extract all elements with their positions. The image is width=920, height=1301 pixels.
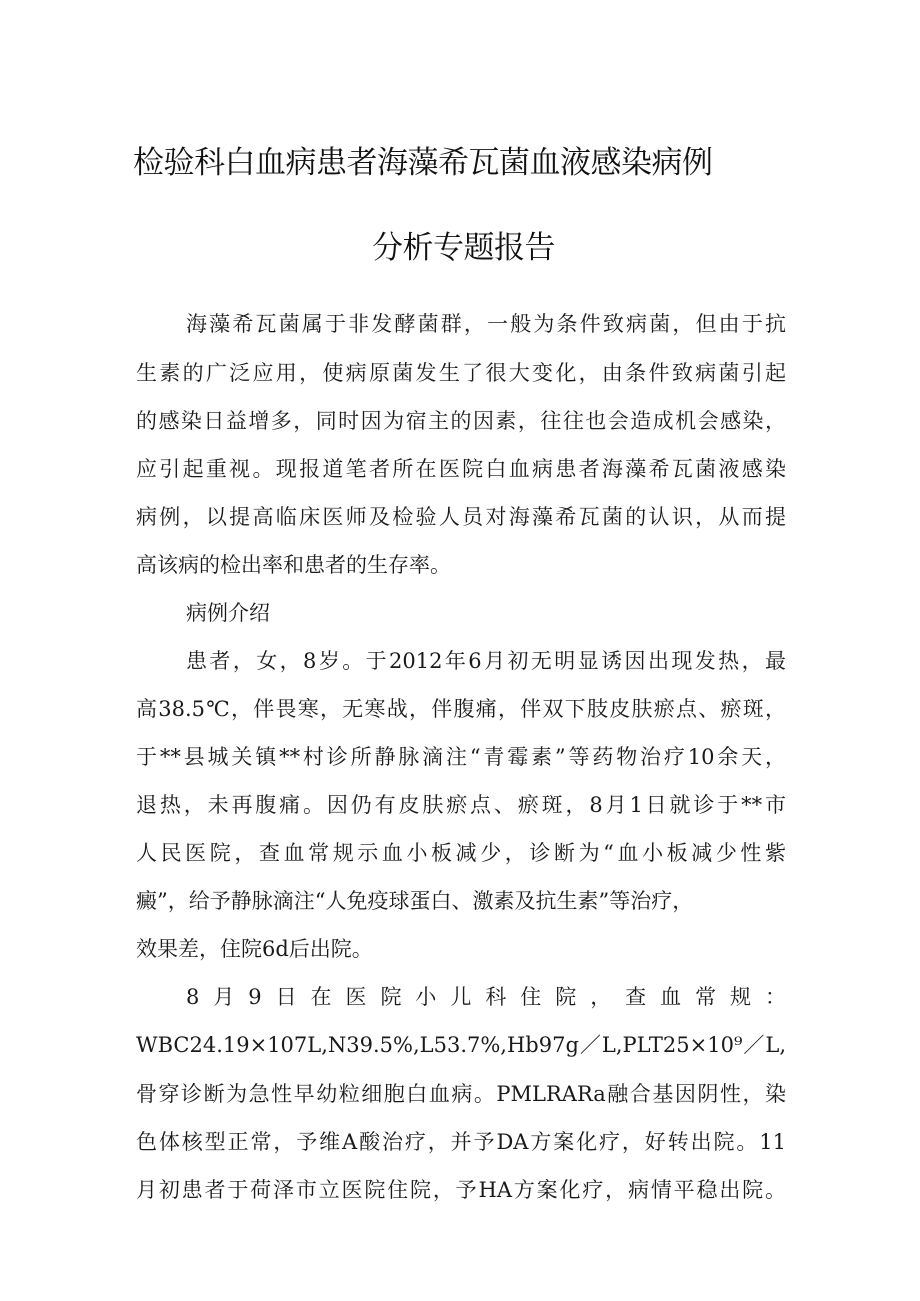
document-title-line-2: 分析专题报告 <box>372 230 555 266</box>
paragraph-2-line: 于**县城关镇**村诊所静脉滴注“青霉素”等药物治疗10余天， <box>136 745 786 769</box>
paragraph-2-line: 患者，女，8岁。于2012年6月初无明显诱因出现发热，最 <box>186 649 786 673</box>
paragraph-2-line: 高38.5℃，伴畏寒，无寒战，伴腹痛，伴双下肢皮肤瘀点、瘀斑， <box>136 697 786 721</box>
paragraph-3-line: 骨穿诊断为急性早幼粒细胞白血病。PMLRARa融合基因阴性，染 <box>136 1082 786 1106</box>
section-heading: 病例介绍 <box>186 601 270 625</box>
paragraph-2-line: 效果差，住院6d后出院。 <box>136 937 373 961</box>
paragraph-1-line: 海藻希瓦菌属于非发酵菌群，一般为条件致病菌，但由于抗 <box>186 312 786 336</box>
paragraph-1-line: 高该病的检出率和患者的生存率。 <box>136 553 451 577</box>
paragraph-1-line: 病例，以提高临床医师及检验人员对海藻希瓦菌的认识，从而提 <box>136 505 786 529</box>
paragraph-3-line: 8月9日在医院小儿科住院，查血常规： <box>186 985 786 1009</box>
paragraph-1-line: 的感染日益增多，同时因为宿主的因素，往往也会造成机会感染， <box>136 409 786 433</box>
paragraph-2-line: 退热，未再腹痛。因仍有皮肤瘀点、瘀斑，8月1日就诊于**市 <box>136 793 786 817</box>
paragraph-3-line: 色体核型正常，予维A酸治疗，并予DA方案化疗，好转出院。11 <box>136 1130 786 1154</box>
paragraph-2-line: 人民医院，查血常规示血小板减少，诊断为“血小板减少性紫 <box>136 841 786 865</box>
paragraph-3-line: 月初患者于荷泽市立医院住院，予HA方案化疗，病情平稳出院。 <box>136 1178 786 1202</box>
paragraph-1-line: 应引起重视。现报道笔者所在医院白血病患者海藻希瓦菌液感染 <box>136 457 786 481</box>
paragraph-1-line: 生素的广泛应用，使病原菌发生了很大变化，由条件致病菌引起 <box>136 361 786 385</box>
paragraph-2-line: 癜”，给予静脉滴注“人免疫球蛋白、激素及抗生素”等治疗， <box>136 889 694 913</box>
document-title-line-1: 检验科白血病患者海藻希瓦菌血液感染病例 <box>133 145 713 181</box>
paragraph-3-line: WBC24.19×107L,N39.5%,L53.7%,Hb97g／L,PLT25×10⁹／L, <box>136 1033 786 1057</box>
